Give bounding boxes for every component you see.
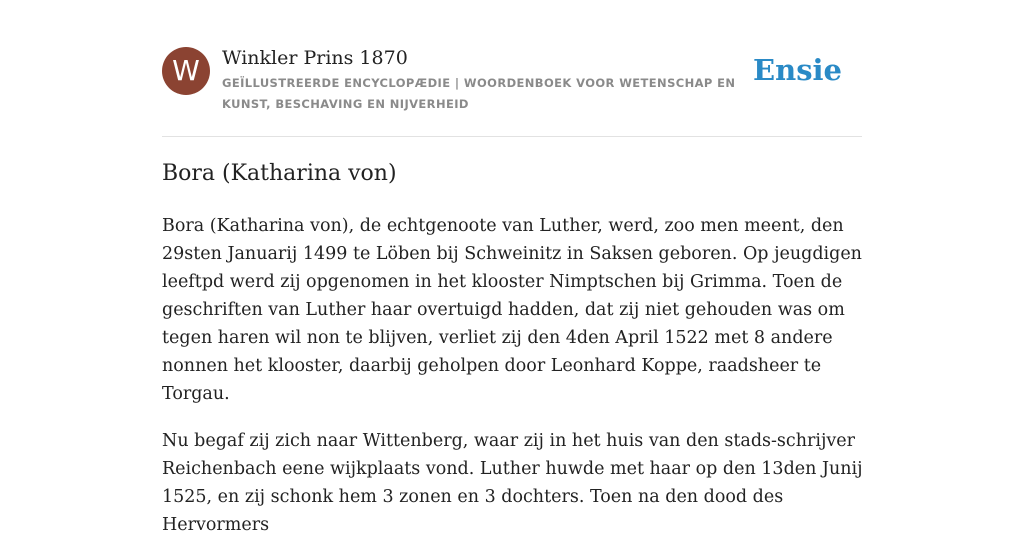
- source-title[interactable]: Winkler Prins 1870: [222, 47, 408, 69]
- source-header: [162, 44, 862, 137]
- article-title: Bora (Katharina von): [162, 161, 397, 186]
- source-avatar[interactable]: W: [162, 47, 210, 95]
- article-paragraph: Nu begaf zij zich naar Wittenberg, waar zij in het huis van den stads-schrijver Reichenbach eene wijkplaats vond. Luther huwde met haar op den 13den Junij 1525, en zij schonk hem 3 zonen en 3 dochters. Toen na den dood des Hervormers: [162, 431, 863, 535]
- ensie-logo-link[interactable]: Ensie: [753, 53, 842, 87]
- article-body: [162, 212, 867, 558]
- article-paragraph: Bora (Katharina von), de echtgenoote van Luther, werd, zoo men meent, den 29sten Januarij 1499 te Löben bij Schweinitz in Saksen geboren. Op jeugdigen leeftpd werd zij opgenomen in het klooster Nimptschen bij Grimma. Toen de geschriften van Luther haar overtuigd hadden, dat zij niet gehouden was om tegen haren wil non te blijven, verliet zij den 4den April 1522 met 8 andere nonnen het klooster, daarbij geholpen door Leonhard Koppe, raadsheer te Torgau.: [162, 216, 862, 404]
- source-subtitle: GEÏLLUSTREERDE ENCYCLOPÆDIE | WOORDENBOEK VOOR WETENSCHAP EN KUNST, BESCHAVING EN NIJVERHEID: [222, 76, 736, 111]
